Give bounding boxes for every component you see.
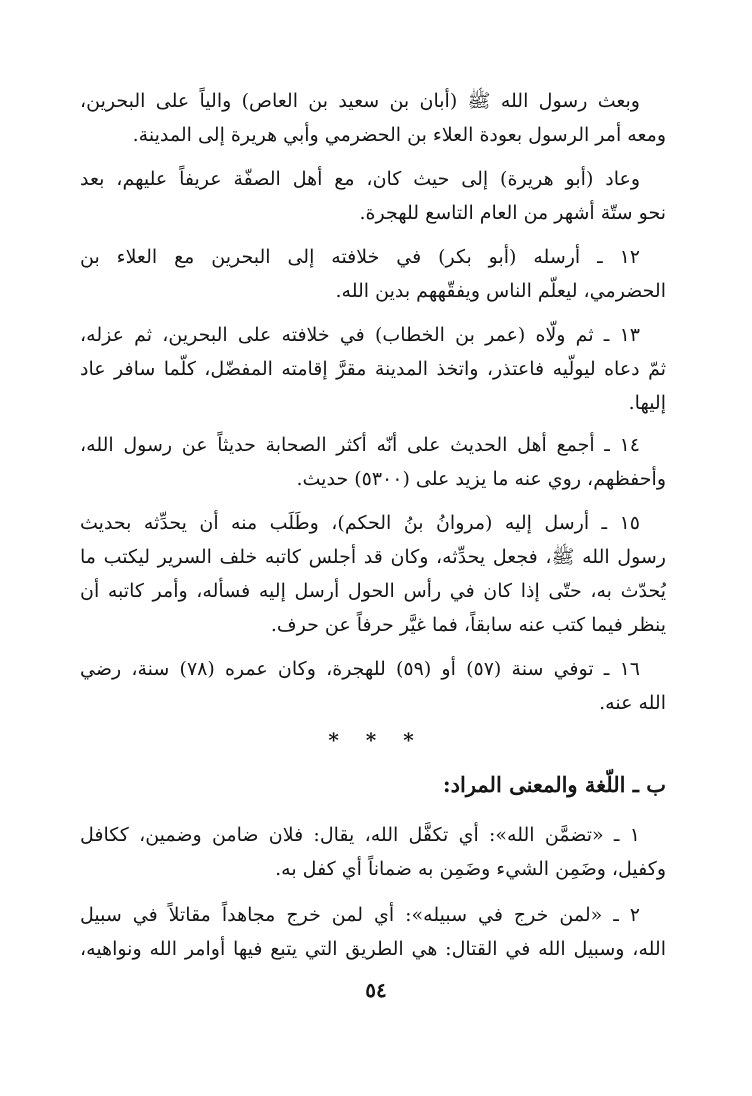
paragraph-line: ١٣ ـ ثم ولّاه (عمر بن الخطاب) في خلافته على البحرين، ثم عزله،: [80, 324, 640, 346]
paragraph-line: ينظر فيما كتب عنه سابقاً، فما غيَّر حرفاً عن حرف.: [270, 614, 666, 636]
paragraph-line: وكفيل، وضَمِن الشيء وضَمِن به ضماناً أي كفل به.: [275, 858, 666, 880]
paragraph-return: [80, 162, 666, 230]
paragraph-line: الله عنه.: [599, 692, 666, 714]
paragraph-line: الله، وسبيل الله في القتال: هي الطريق التي يتبع فيها أوامر الله ونواهيه،: [80, 938, 666, 960]
paragraph-item-15: [80, 506, 666, 642]
paragraph-line: ثمّ دعاه ليولّيه فاعتذر، واتخذ المدينة مقرَّ إقامته المفضّل، كلّما سافر عاد: [80, 358, 666, 380]
paragraph-item-14: [80, 428, 666, 496]
paragraph-line: يُحدّث به، حتّى إذا كان في رأس الحول أرسل إليه فسأله، وأمر كاتبه أن: [80, 580, 666, 602]
paragraph-line: ١ ـ «تضمَّن الله»: أي تكفَّل الله، يقال: فلان ضامن وضمين، ككافل: [80, 824, 640, 846]
section-separator: * * *: [328, 728, 424, 752]
paragraph-item-12: [80, 240, 666, 308]
paragraph-line: رسول الله ﷺ، فجعل يحدِّثه، وكان قد أجلس كاتبه خلف السرير ليكتب ما: [80, 546, 666, 568]
paragraph-line: الحضرمي، ليعلّم الناس ويفقّههم بدين الله.: [335, 280, 666, 302]
paragraph-envoy: [80, 84, 666, 152]
paragraph-line: ٢ ـ «لمن خرج في سبيله»: أي لمن خرج مجاهداً مقاتلاً في سبيل: [80, 904, 640, 926]
paragraph-line: وبعث رسول الله ﷺ (أبان بن سعيد بن العاص) والياً على البحرين،: [80, 90, 640, 112]
paragraph-line: ١٤ ـ أجمع أهل الحديث على أنّه أكثر الصحابة حديثاً عن رسول الله،: [80, 434, 640, 456]
paragraph-line: ١٢ ـ أرسله (أبو بكر) في خلافته إلى البحرين مع العلاء بن: [80, 246, 641, 268]
vocab-item-2: [80, 898, 666, 966]
paragraph-line: ومعه أمر الرسول بعودة العلاء بن الحضرمي وأبي هريرة إلى المدينة.: [132, 124, 666, 146]
paragraph-line: ١٦ ـ توفي سنة (٥٧) أو (٥٩) للهجرة، وكان عمره (٧٨) سنة، رضي: [80, 658, 640, 680]
paragraph-line: نحو ستّة أشهر من العام التاسع للهجرة.: [359, 202, 666, 224]
paragraph-line: إليها.: [628, 392, 666, 414]
page-number: ٥٤: [365, 978, 387, 1002]
paragraph-line: وأحفظهم، روي عنه ما يزيد على (٥٣٠٠) حديث.: [296, 468, 666, 490]
paragraph-line: وعاد (أبو هريرة) إلى حيث كان، مع أهل الصفّة عريفاً عليهم، بعد: [80, 168, 640, 190]
paragraph-line: ١٥ ـ أرسل إليه (مروانُ بنُ الحكم)، وطَلَب منه أن يحدِّثه بحديث: [80, 512, 640, 534]
paragraph-item-13: [80, 318, 666, 420]
paragraph-item-16: [80, 652, 666, 720]
vocab-item-1: [80, 818, 666, 886]
section-heading: ب ـ اللّغة والمعنى المراد:: [442, 772, 666, 797]
